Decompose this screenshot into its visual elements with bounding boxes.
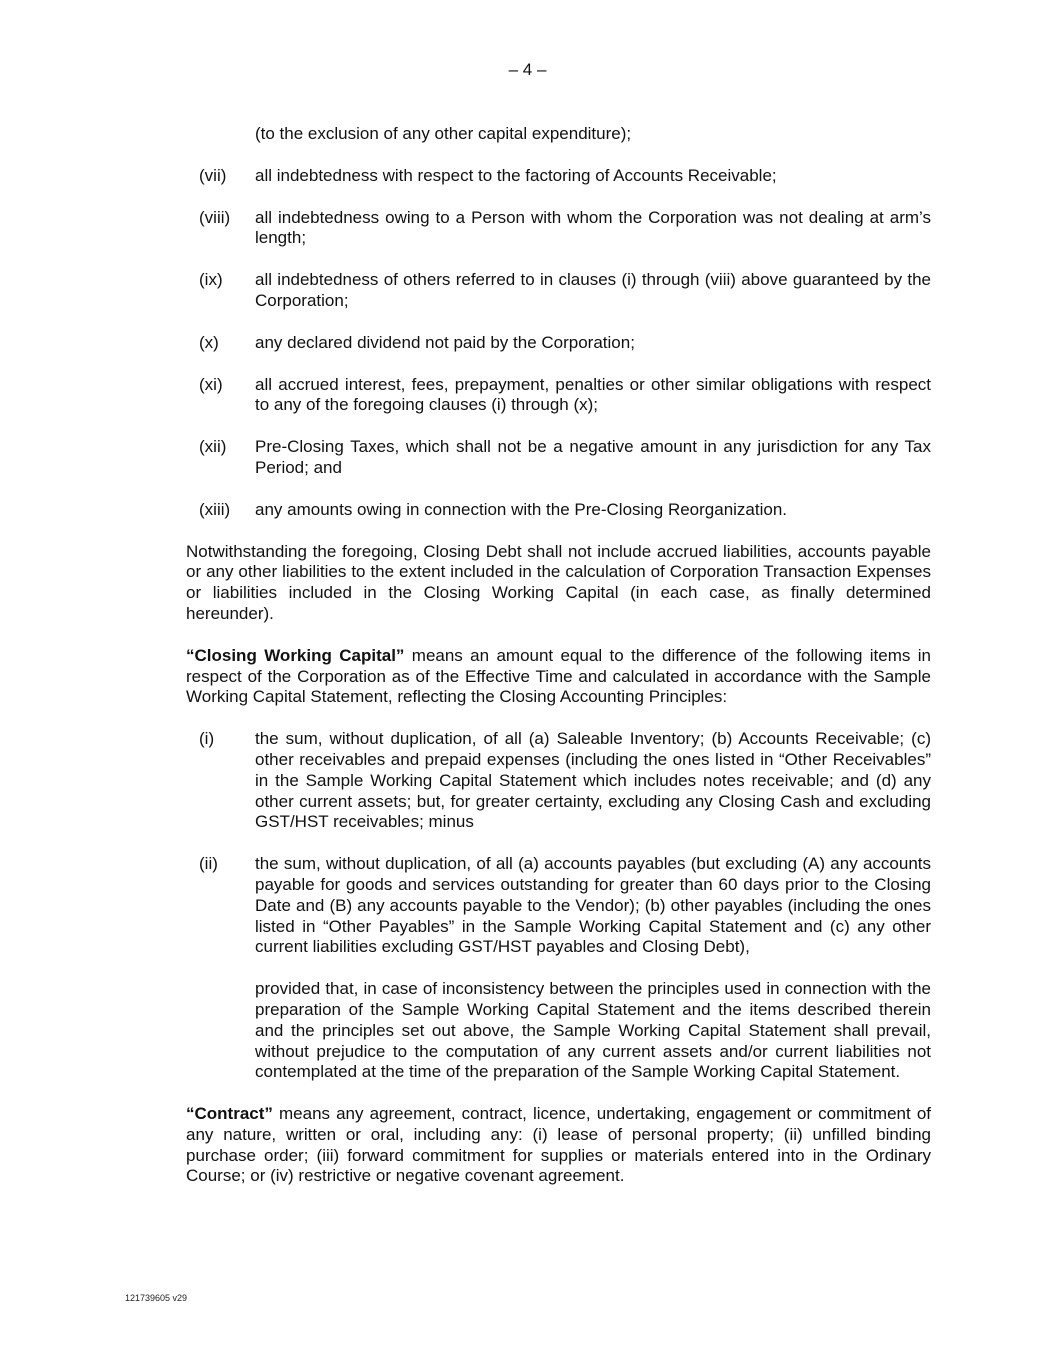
clause-text: all indebtedness with respect to the factoring of Accounts Receivable;	[255, 165, 777, 185]
debt-clause-xiii	[186, 500, 931, 521]
clause-number: (xi)	[199, 374, 223, 394]
clause-text: any declared dividend not paid by the Corporation;	[255, 332, 635, 352]
clause-number: (viii)	[199, 207, 231, 227]
document-id-footer: 121739605 v29	[125, 1293, 188, 1303]
debt-clause-x	[186, 333, 931, 354]
clause-number: (x)	[199, 332, 219, 352]
debt-clause-ix	[186, 270, 931, 312]
definition-text: means an amount equal to the difference of the following items in respect of the Corporation as of the Effective Time and calculated in accordance with the Sample Working Capital Statement, reflecting the Closing Accounting Principles:	[186, 645, 931, 707]
clause-number: (ix)	[199, 270, 223, 290]
continuation-text: (to the exclusion of any other capital expenditure);	[255, 124, 632, 143]
clause-text: any amounts owing in connection with the Pre-Closing Reorganization.	[255, 499, 788, 519]
clause-number: (xiii)	[199, 499, 231, 519]
debt-clause-xii	[186, 437, 931, 479]
defined-term: “Closing Working Capital”	[186, 645, 405, 665]
clause-number: (xii)	[199, 437, 227, 457]
clause-text: the sum, without duplication, of all (a) accounts payables (but excluding (A) any accounts payable for goods and services outstanding for greater than 60 days prior to the Closing Date and (B) any accounts payable to the Vendor); (b) other payables (including the ones listed in “Other Payables” in the Sample Working Capital Statement and (c) any other current liabilities excluding GST/HST payables and Closing Debt),	[255, 854, 931, 957]
clause-number: (i)	[199, 729, 215, 749]
debt-clause-xi	[186, 375, 931, 417]
closing-working-capital-definition	[186, 646, 931, 708]
clause-text: all indebtedness owing to a Person with whom the Corporation was not dealing at arm’s length;	[255, 207, 931, 248]
document-body	[186, 124, 931, 1208]
defined-term: “Contract”	[186, 1104, 273, 1124]
page-number: – 4 –	[508, 60, 547, 79]
proviso-paragraph: provided that, in case of inconsistency between the principles used in connection with the preparation of the Sample Working Capital Statement and the items described therein and the principles set out above, the Sample Working Capital Statement shall prevail, without prejudice to the computation of any current assets and/or current liabilities not contemplated at the time of the preparation of the Sample Working Capital Statement.	[255, 979, 931, 1082]
cwc-clause-ii	[186, 854, 931, 958]
cwc-clause-i	[186, 729, 931, 833]
debt-clause-viii	[186, 208, 931, 250]
clause-number: (ii)	[199, 854, 218, 874]
notwithstanding-paragraph: Notwithstanding the foregoing, Closing Debt shall not include accrued liabilities, accounts payable or any other liabilities to the extent included in the calculation of Corporation Transaction Expenses or liabilities included in the Closing Working Capital (in each case, as finally determined hereunder).	[186, 541, 931, 623]
clause-text: Pre-Closing Taxes, which shall not be a negative amount in any jurisdiction for any Tax Period; and	[255, 437, 931, 477]
clause-text: all accrued interest, fees, prepayment, penalties or other similar obligations with respect to any of the foregoing clauses (i) through (x);	[255, 374, 931, 415]
clause-text: the sum, without duplication, of all (a) Saleable Inventory; (b) Accounts Receivable; (c) other receivables and prepaid expenses (including the ones listed in “Other Receivables” in the Sample Working Capital Statement which includes notes receivable; and (d) any other current assets; but, for greater certainty, excluding any Closing Cash and excluding GST/HST receivables; minus	[255, 729, 931, 832]
contract-definition	[186, 1104, 931, 1187]
clause-text: all indebtedness of others referred to in clauses (i) through (viii) above guaranteed by the Corporation;	[255, 270, 931, 310]
debt-clause-vii	[186, 166, 931, 187]
definition-text: means any agreement, contract, licence, undertaking, engagement or commitment of any nature, written or oral, including any: (i) lease of personal property; (ii) unfilled binding purchase order; (iii) forward commitment for supplies or materials entered into in the Ordinary Course; or (iv) restrictive or negative covenant agreement.	[186, 1104, 931, 1186]
clause-number: (vii)	[199, 165, 227, 185]
